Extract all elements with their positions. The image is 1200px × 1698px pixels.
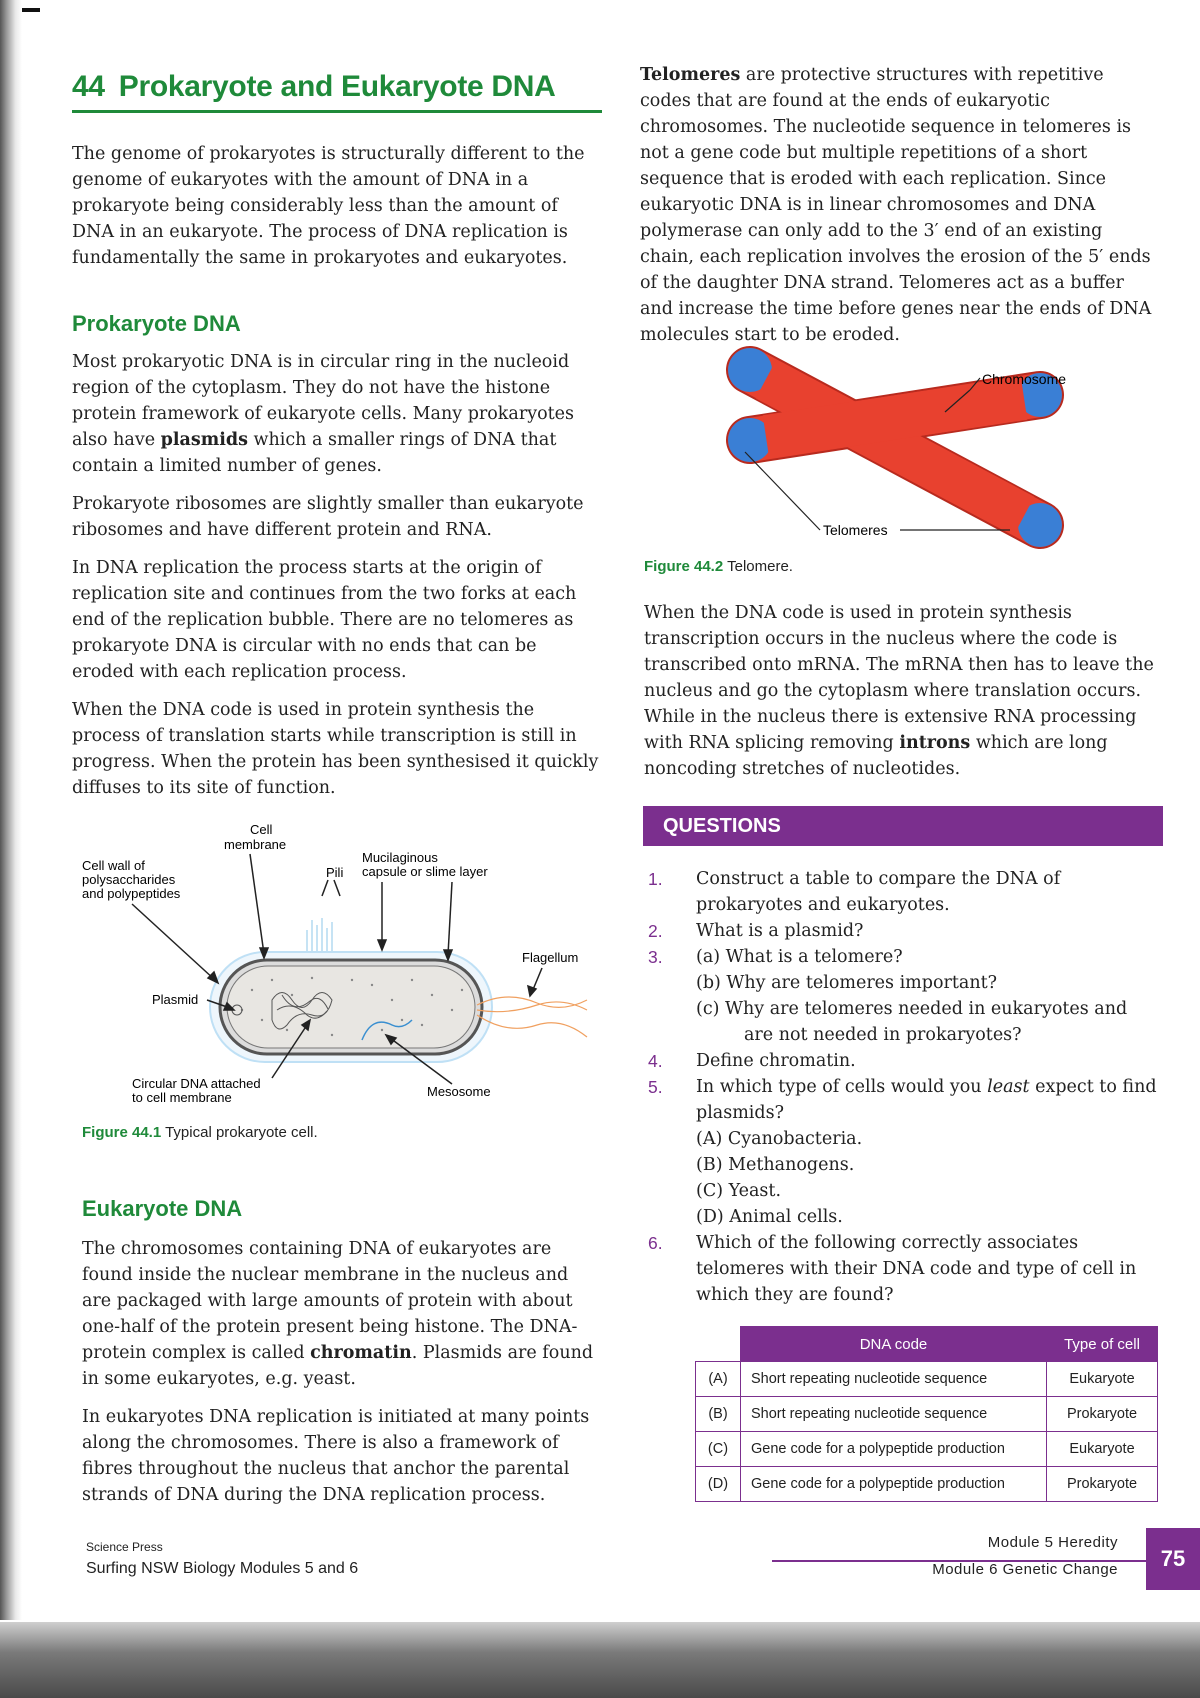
footer-module-6: Module 6 Genetic Change	[932, 1561, 1118, 1578]
telomeres-bold: Telomeres	[640, 65, 741, 85]
table-header-type-of-cell: Type of cell	[1047, 1327, 1158, 1362]
question-6	[648, 1230, 1168, 1308]
label-chromosome: Chromosome	[982, 371, 1067, 387]
prokaryote-paragraph-2: Prokaryote ribosomes are slightly smaller than eukaryote ribosomes and have different protein and RNA.	[72, 494, 584, 540]
figure-44-1-text: Typical prokaryote cell.	[161, 1124, 318, 1141]
footer-left	[86, 1540, 358, 1578]
figure-44-1-caption	[82, 1124, 318, 1141]
page-binding-shadow	[0, 0, 22, 1620]
q6-number: 6.	[648, 1233, 663, 1253]
q5-option-a: (A) Cyanobacteria.	[696, 1129, 863, 1149]
label-pili: Pili	[326, 865, 344, 880]
table-row-code: Gene code for a polypeptide production	[741, 1467, 1047, 1502]
q5-text	[696, 1074, 1166, 1126]
q5-option-d: (D) Animal cells.	[696, 1207, 843, 1227]
q3-part-b: (b) Why are telomeres important?	[696, 973, 998, 993]
q6-text: Which of the following correctly associates telomeres with their DNA code and type of cell in which they are found?	[696, 1233, 1137, 1305]
transcription-paragraph	[644, 600, 1164, 782]
table-header-row	[696, 1327, 1158, 1362]
table-row-option: (C)	[696, 1432, 741, 1467]
intro-paragraph: The genome of prokaryotes is structurally different to the genome of eukaryotes with the amount of DNA in a prokaryote being considerably less than the amount of DNA in an eukaryote. The process of DNA replication is fundamentally the same in prokaryotes and eukaryotes.	[72, 144, 585, 268]
q3-number: 3.	[648, 947, 663, 967]
footer-right	[932, 1534, 1118, 1578]
table-row-type: Prokaryote	[1047, 1467, 1158, 1502]
label-mesosome: Mesosome	[427, 1084, 491, 1099]
figure-44-1-label: Figure 44.1	[82, 1124, 162, 1141]
tr-text-a: When the DNA code is used in protein synthesis transcription occurs in the nucleus where the code is transcribed onto mRNA. The mRNA then has to leave the nucleus and go the cytoplasm where translation occurs. While in the nucleus there is extensive RNA processing with RNA splicing removing	[644, 603, 1154, 753]
label-flagellum: Flagellum	[522, 950, 579, 965]
p1-bold-plasmids: plasmids	[160, 430, 248, 450]
label-cell-wall-1: Cell wall of	[82, 858, 145, 873]
q2-text: What is a plasmid?	[696, 921, 864, 941]
label-capsule-2: capsule or slime layer	[362, 864, 488, 879]
table-row-type: Eukaryote	[1047, 1432, 1158, 1467]
table-row	[696, 1397, 1158, 1432]
eu-p1-bold-chromatin: chromatin	[310, 1343, 412, 1363]
table-row-code: Gene code for a polypeptide production	[741, 1432, 1047, 1467]
p1-text-c: which a smaller rings of DNA that contain a limited number of genes.	[72, 430, 557, 476]
cell-membrane-shape	[227, 966, 475, 1048]
table-header-dna-code: DNA code	[741, 1327, 1047, 1362]
label-plasmid: Plasmid	[152, 992, 199, 1007]
chromosome-cover	[766, 379, 1024, 516]
eukaryote-paragraph-2: In eukaryotes DNA replication is initiated at many points along the chromosomes. There is also a framework of fibres throughout the nucleus that anchor the parental strands of DNA during the DNA replication process.	[82, 1407, 590, 1505]
q1-number: 1.	[648, 869, 663, 889]
q5-text-a: In which type of cells would you	[696, 1077, 988, 1097]
transcription-section	[644, 600, 1164, 782]
question-2	[648, 918, 1168, 944]
page-number: 75	[1146, 1528, 1200, 1590]
label-circular-dna-2: to cell membrane	[132, 1090, 232, 1105]
eukaryote-heading: Eukaryote DNA	[82, 1196, 243, 1221]
right-column	[640, 62, 1160, 348]
q5-text-em: least	[987, 1077, 1030, 1097]
footer-rule	[772, 1560, 1146, 1562]
table-header-blank	[696, 1327, 741, 1362]
table-row	[696, 1467, 1158, 1502]
label-cell-membrane-2: membrane	[224, 837, 287, 852]
chromosome-figure	[720, 340, 1100, 550]
figure-44-2-caption	[644, 558, 793, 575]
figure-44-2-text: Telomere.	[723, 558, 793, 575]
telomeres-paragraph	[640, 62, 1160, 348]
q3-part-c-line2: are not needed in prokaryotes?	[744, 1025, 1022, 1045]
q5-text-b: expect to find plasmids?	[696, 1077, 1157, 1123]
table-row-option: (B)	[696, 1397, 741, 1432]
table-row-type: Prokaryote	[1047, 1397, 1158, 1432]
tr-bold-introns: introns	[899, 733, 971, 753]
footer-publisher: Science Press	[86, 1540, 163, 1554]
label-cell-wall-3: and polypeptides	[82, 886, 181, 901]
figure-44-2-label: Figure 44.2	[644, 558, 724, 575]
p1-text-a: Most prokaryotic DNA is in circular ring in the nucleoid region of the cytoplasm. They do not have the histone protein framework of eukaryote cells. Many prokaryotes also have	[72, 352, 575, 450]
prokaryote-heading: Prokaryote DNA	[72, 311, 241, 336]
q3-part-a: (a) What is a telomere?	[696, 947, 903, 967]
q3-part-c-line1: (c) Why are telomeres needed in eukaryotes and	[696, 999, 1128, 1019]
table-row-option: (D)	[696, 1467, 741, 1502]
question-4	[648, 1048, 1168, 1074]
label-cell-membrane-1: Cell	[250, 822, 273, 837]
table-row-option: (A)	[696, 1362, 741, 1397]
table-row-type: Eukaryote	[1047, 1362, 1158, 1397]
q4-text: Define chromatin.	[696, 1051, 856, 1071]
q5-number: 5.	[648, 1077, 663, 1097]
label-capsule-1: Mucilaginous	[362, 850, 438, 865]
table-row	[696, 1362, 1158, 1397]
label-circular-dna-1: Circular DNA attached	[132, 1076, 261, 1091]
tr-text-c: which are long noncoding stretches of nucleotides.	[644, 733, 1108, 779]
question-3	[648, 944, 1168, 1048]
eu-p1-text-c: . Plasmids are found in some eukaryotes, e.g. yeast.	[82, 1343, 594, 1389]
q1-text: Construct a table to compare the DNA of prokaryotes and eukaryotes.	[696, 869, 1061, 915]
prokaryote-cell-figure	[72, 820, 612, 1140]
prokaryote-paragraph-1	[72, 349, 602, 479]
question-5	[648, 1074, 1168, 1230]
question-1	[648, 866, 1168, 918]
flagellum-lines	[477, 997, 587, 1037]
eukaryote-section	[82, 1196, 602, 1508]
footer-book-title: Surfing NSW Biology Modules 5 and 6	[86, 1560, 359, 1577]
prokaryote-paragraph-3: In DNA replication the process starts at the origin of replication site and continues from the two forks at each end of the replication bubble. There are no telomeres as prokaryote DNA is circular with no ends that can be eroded with each replication process.	[72, 558, 577, 682]
footer-module-5: Module 5 Heredity	[987, 1534, 1118, 1551]
table-row-code: Short repeating nucleotide sequence	[741, 1362, 1047, 1397]
q5-option-c: (C) Yeast.	[696, 1181, 782, 1201]
chapter-title	[72, 70, 602, 113]
questions-heading: QUESTIONS	[643, 806, 1163, 846]
table-row-code: Short repeating nucleotide sequence	[741, 1397, 1047, 1432]
q2-number: 2.	[648, 921, 663, 941]
q4-number: 4.	[648, 1051, 663, 1071]
prokaryote-paragraph-4: When the DNA code is used in protein synthesis the process of translation starts while transcription is still in progress. When the protein has been synthesised it quickly diffuses to its site of function.	[72, 700, 599, 798]
q5-option-b: (B) Methanogens.	[696, 1155, 855, 1175]
eukaryote-paragraph-1	[82, 1236, 602, 1392]
telomeres-text: are protective structures with repetitive codes that are found at the ends of eukaryotic chromosomes. The nucleotide sequence in telomeres is not a gene code but multiple repetitions of a short sequence that is eroded with each replication. Since eukaryotic DNA is in linear chromosomes and DNA polymerase can only add to the 3′ end of an existing chain, each replication involves the erosion of the 5′ ends of the daughter DNA strand. Telomeres act as a buffer and increase the time before genes near the ends of DNA molecules start to be eroded.	[640, 65, 1152, 345]
table-row	[696, 1432, 1158, 1467]
chapter-title-text: Prokaryote and Eukaryote DNA	[118, 70, 556, 103]
q6-answer-table	[695, 1326, 1158, 1502]
label-telomeres: Telomeres	[823, 522, 888, 538]
chapter-number: 44	[72, 70, 105, 103]
eu-p1-text-a: The chromosomes containing DNA of eukaryotes are found inside the nuclear membrane in the nucleus and are packaged with large amounts of protein with about one-half of the protein present being histone. The DNA-protein complex is called	[82, 1239, 578, 1363]
label-cell-wall-2: polysaccharides	[82, 872, 176, 887]
scan-bottom-edge	[0, 1622, 1200, 1698]
left-column	[72, 62, 602, 801]
